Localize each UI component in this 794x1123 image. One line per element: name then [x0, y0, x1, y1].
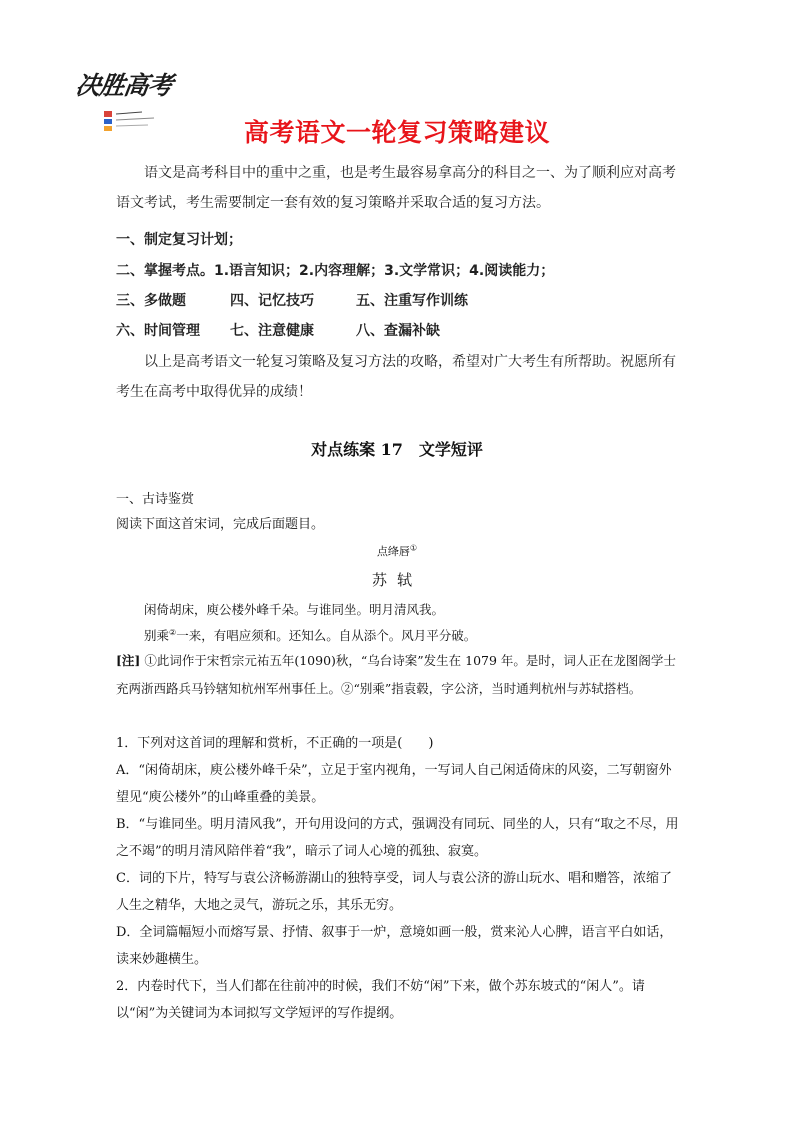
poem-notes	[116, 647, 682, 703]
list-item-7: 七、注意健康	[230, 323, 314, 339]
poem-line-2-prefix: 别乘	[144, 628, 170, 643]
list-item-1: 一、制定复习计划；	[116, 232, 242, 248]
list-item-3: 三、多做题	[116, 293, 186, 309]
list-row-4	[116, 320, 440, 340]
poem-title-note: ①	[409, 543, 418, 553]
question-1-option-c: C．词的下片，特写与袁公济畅游湖山的独特享受，词人与袁公济的游山玩水、唱和赠答，浓缩了人生之精华，大地之灵气，游玩之乐，其乐无穷。	[116, 871, 672, 913]
intro-paragraph: 语文是高考科目中的重中之重，也是考生最容易拿高分的科目之一、为了顺利应对高考语文考试，考生需要制定一套有效的复习策略并采取合适的复习方法。	[116, 165, 676, 211]
section-title: 对点练案 17 文学短评	[311, 440, 483, 459]
instruction: 阅读下面这首宋词，完成后面题目。	[116, 517, 325, 532]
question-1-option-a: A．“闲倚胡床，庾公楼外峰千朵”，立足于室内视角，一写词人自己闲适倚床的风姿，二写朝窗外望见“庾公楼外”的山峰重叠的美景。	[116, 763, 672, 805]
poem-line-2-text: 一来，有唱应须和。还知么。自从添个。风月平分破。	[176, 628, 477, 643]
list-item-8: 八、查漏补缺	[356, 323, 440, 339]
poem-title-text: 点绛唇	[376, 545, 410, 558]
main-title: 高考语文一轮复习策略建议	[243, 118, 550, 147]
list-row-3	[116, 290, 468, 310]
poem-line-2	[144, 626, 476, 644]
poem-author: 苏轼	[371, 571, 422, 589]
part-heading: 一、古诗鉴赏	[116, 492, 195, 507]
notes-label: [注]	[116, 653, 141, 668]
poem-line-2-note: ②	[169, 627, 177, 637]
notes-text: ①此词作于宋哲宗元祐五年(1090)秋，“乌台诗案”发生在 1079 年。是时，词人正在龙图阁学士充两浙西路兵马钤辖知杭州军州事任上。②“别乘”指袁毂，字公济，当时通判杭州与苏轼搭档。	[116, 653, 676, 696]
question-1-option-d: D．全词篇幅短小而熔写景、抒情、叙事于一炉，意境如画一般，赏来沁人心脾，语言平白如话，读来妙趣横生。	[116, 925, 673, 967]
list-item-6: 六、时间管理	[116, 323, 200, 339]
list-item-4: 四、记忆技巧	[230, 293, 314, 309]
list-item-5: 五、注重写作训练	[356, 293, 468, 309]
question-1-option-b: B．“与谁同坐。明月清风我”，开句用设问的方式，强调没有同玩、同坐的人，只有“取之不尽，用之不竭”的明月清风陪伴着“我”，暗示了词人心境的孤独、寂寞。	[116, 817, 679, 859]
logo-text: 决胜高考	[73, 71, 174, 100]
question-2: 2．内卷时代下，当人们都在往前冲的时候，我们不妨“闲”下来，做个苏东坡式的“闲人”。请以“闲”为关键词为本词拟写文学短评的写作提纲。	[116, 979, 645, 1021]
list-item-2: 二、掌握考点。1.语言知识；2.内容理解；3.文学常识；4.阅读能力；	[116, 263, 555, 279]
poem-line-1: 闲倚胡床，庾公楼外峰千朵。与谁同坐。明月清风我。	[144, 602, 445, 617]
poem-title	[0, 543, 794, 559]
closing-paragraph: 以上是高考语文一轮复习策略及复习方法的攻略，希望对广大考生有所帮助。祝愿所有考生在高考中取得优异的成绩！	[116, 354, 676, 400]
question-1-stem: 1．下列对这首词的理解和赏析，不正确的一项是( )	[116, 736, 434, 751]
